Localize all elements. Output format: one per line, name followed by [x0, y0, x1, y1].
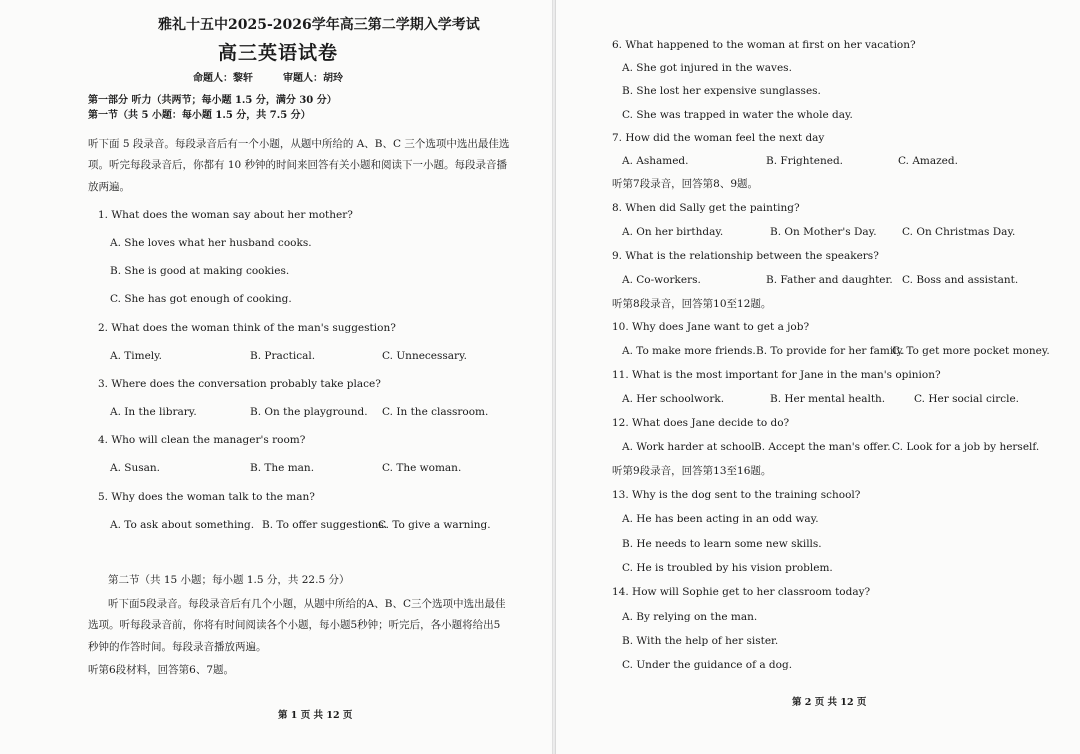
option: B. To provide for her family.	[756, 345, 905, 357]
material-6-instruction: 听第6段材料，回答第6、7题。	[88, 664, 235, 676]
option: B. Father and daughter.	[766, 274, 893, 286]
part1-heading: 第一部分 听力（共两节；每小题 1.5 分，满分 30 分）	[88, 95, 337, 106]
section1-instructions-line: 听下面 5 段录音。每段录音后有一个小题，从题中所给的 A、B、C 三个选项中选出最佳选	[88, 138, 510, 150]
option: C. Boss and assistant.	[902, 274, 1019, 286]
question-stem: 7. How did the woman feel the next day	[612, 132, 825, 144]
exam-title: 雅礼十五中2025-2026学年高三第二学期入学考试	[158, 17, 480, 33]
option: C. Look for a job by herself.	[892, 441, 1040, 453]
question-stem: 14. How will Sophie get to her classroom today?	[612, 586, 871, 598]
option: B. Practical.	[250, 350, 316, 362]
option: A. Susan.	[110, 462, 160, 474]
option: A. He has been acting in an odd way.	[622, 513, 819, 525]
question-stem: 1. What does the woman say about her mother?	[98, 209, 353, 221]
question-stem: 13. Why is the dog sent to the training school?	[612, 489, 861, 501]
option: B. She is good at making cookies.	[110, 265, 290, 277]
option: B. He needs to learn some new skills.	[622, 538, 822, 550]
option: A. To ask about something.	[110, 519, 255, 531]
option: B. Frightened.	[766, 155, 844, 167]
question-stem: 11. What is the most important for Jane in the man's opinion?	[612, 369, 941, 381]
option: C. To give a warning.	[378, 519, 491, 531]
paper-title: 高三英语试卷	[218, 42, 339, 64]
option: C. The woman.	[382, 462, 462, 474]
option: A. By relying on the man.	[622, 611, 758, 623]
option: A. In the library.	[110, 406, 197, 418]
option: A. On her birthday.	[622, 226, 724, 238]
question-stem: 3. Where does the conversation probably take place?	[98, 378, 381, 390]
question-stem: 6. What happened to the woman at first on her vacation?	[612, 39, 916, 51]
option: C. She was trapped in water the whole day.	[622, 109, 853, 121]
page-footer: 第 2 页 共 12 页	[792, 697, 867, 708]
option: B. On the playground.	[250, 406, 368, 418]
section2-instructions-line: 选项。听每段录音前，你将有时间阅读各个小题，每小题5秒钟；听完后，各小题将给出5	[88, 619, 501, 631]
option: C. He is troubled by his vision problem.	[622, 562, 833, 574]
question-stem: 5. Why does the woman talk to the man?	[98, 491, 315, 503]
question-stem: 2. What does the woman think of the man's suggestion?	[98, 322, 396, 334]
section2-heading: 第二节（共 15 小题；每小题 1.5 分，共 22.5 分）	[108, 574, 350, 586]
option: C. Under the guidance of a dog.	[622, 659, 793, 671]
option: C. Amazed.	[898, 155, 958, 167]
section1-instructions-line: 项。听完每段录音后，你都有 10 秒钟的时间来回答有关小题和阅读下一小题。每段录音播	[88, 159, 508, 171]
option: B. She lost her expensive sunglasses.	[622, 85, 821, 97]
option: C. On Christmas Day.	[902, 226, 1016, 238]
material-9-instruction: 听第9段录音，回答第13至16题。	[612, 465, 772, 477]
option: B. With the help of her sister.	[622, 635, 779, 647]
option: A. Her schoolwork.	[622, 393, 725, 405]
option: B. The man.	[250, 462, 315, 474]
option: B. Her mental health.	[770, 393, 886, 405]
option: B. On Mother's Day.	[770, 226, 877, 238]
exam-page-2	[556, 0, 1080, 754]
question-stem: 12. What does Jane decide to do?	[612, 417, 790, 429]
option: A. Ashamed.	[622, 155, 689, 167]
option: B. Accept the man's offer.	[754, 441, 891, 453]
material-7-instruction: 听第7段录音，回答第8、9题。	[612, 178, 759, 190]
option: B. To offer suggestions.	[262, 519, 388, 531]
question-stem: 4. Who will clean the manager's room?	[98, 434, 306, 446]
option: C. She has got enough of cooking.	[110, 293, 292, 305]
option: A. To make more friends.	[622, 345, 756, 357]
question-stem: 9. What is the relationship between the speakers?	[612, 250, 879, 262]
option: A. Co-workers.	[622, 274, 701, 286]
option: A. Work harder at school.	[622, 441, 758, 453]
option: C. To get more pocket money.	[892, 345, 1050, 357]
section2-instructions-line: 听下面5段录音。每段录音后有几个小题，从题中所给的A、B、C三个选项中选出最佳	[108, 598, 506, 610]
option: C. Her social circle.	[914, 393, 1020, 405]
question-stem: 10. Why does Jane want to get a job?	[612, 321, 810, 333]
material-8-instruction: 听第8段录音，回答第10至12题。	[612, 298, 772, 310]
option: A. She got injured in the waves.	[622, 62, 792, 74]
authors-line: 命题人：黎轩 审题人：胡玲	[193, 73, 343, 84]
page-footer: 第 1 页 共 12 页	[278, 710, 353, 721]
section2-instructions-line: 秒钟的作答时间。每段录音播放两遍。	[88, 641, 267, 653]
question-stem: 8. When did Sally get the painting?	[612, 202, 800, 214]
section1-instructions-line: 放两遍。	[88, 181, 130, 193]
option: A. She loves what her husband cooks.	[110, 237, 312, 249]
option: C. In the classroom.	[382, 406, 489, 418]
section1-heading: 第一节（共 5 小题：每小题 1.5 分，共 7.5 分）	[88, 110, 311, 121]
option: C. Unnecessary.	[382, 350, 467, 362]
option: A. Timely.	[110, 350, 163, 362]
